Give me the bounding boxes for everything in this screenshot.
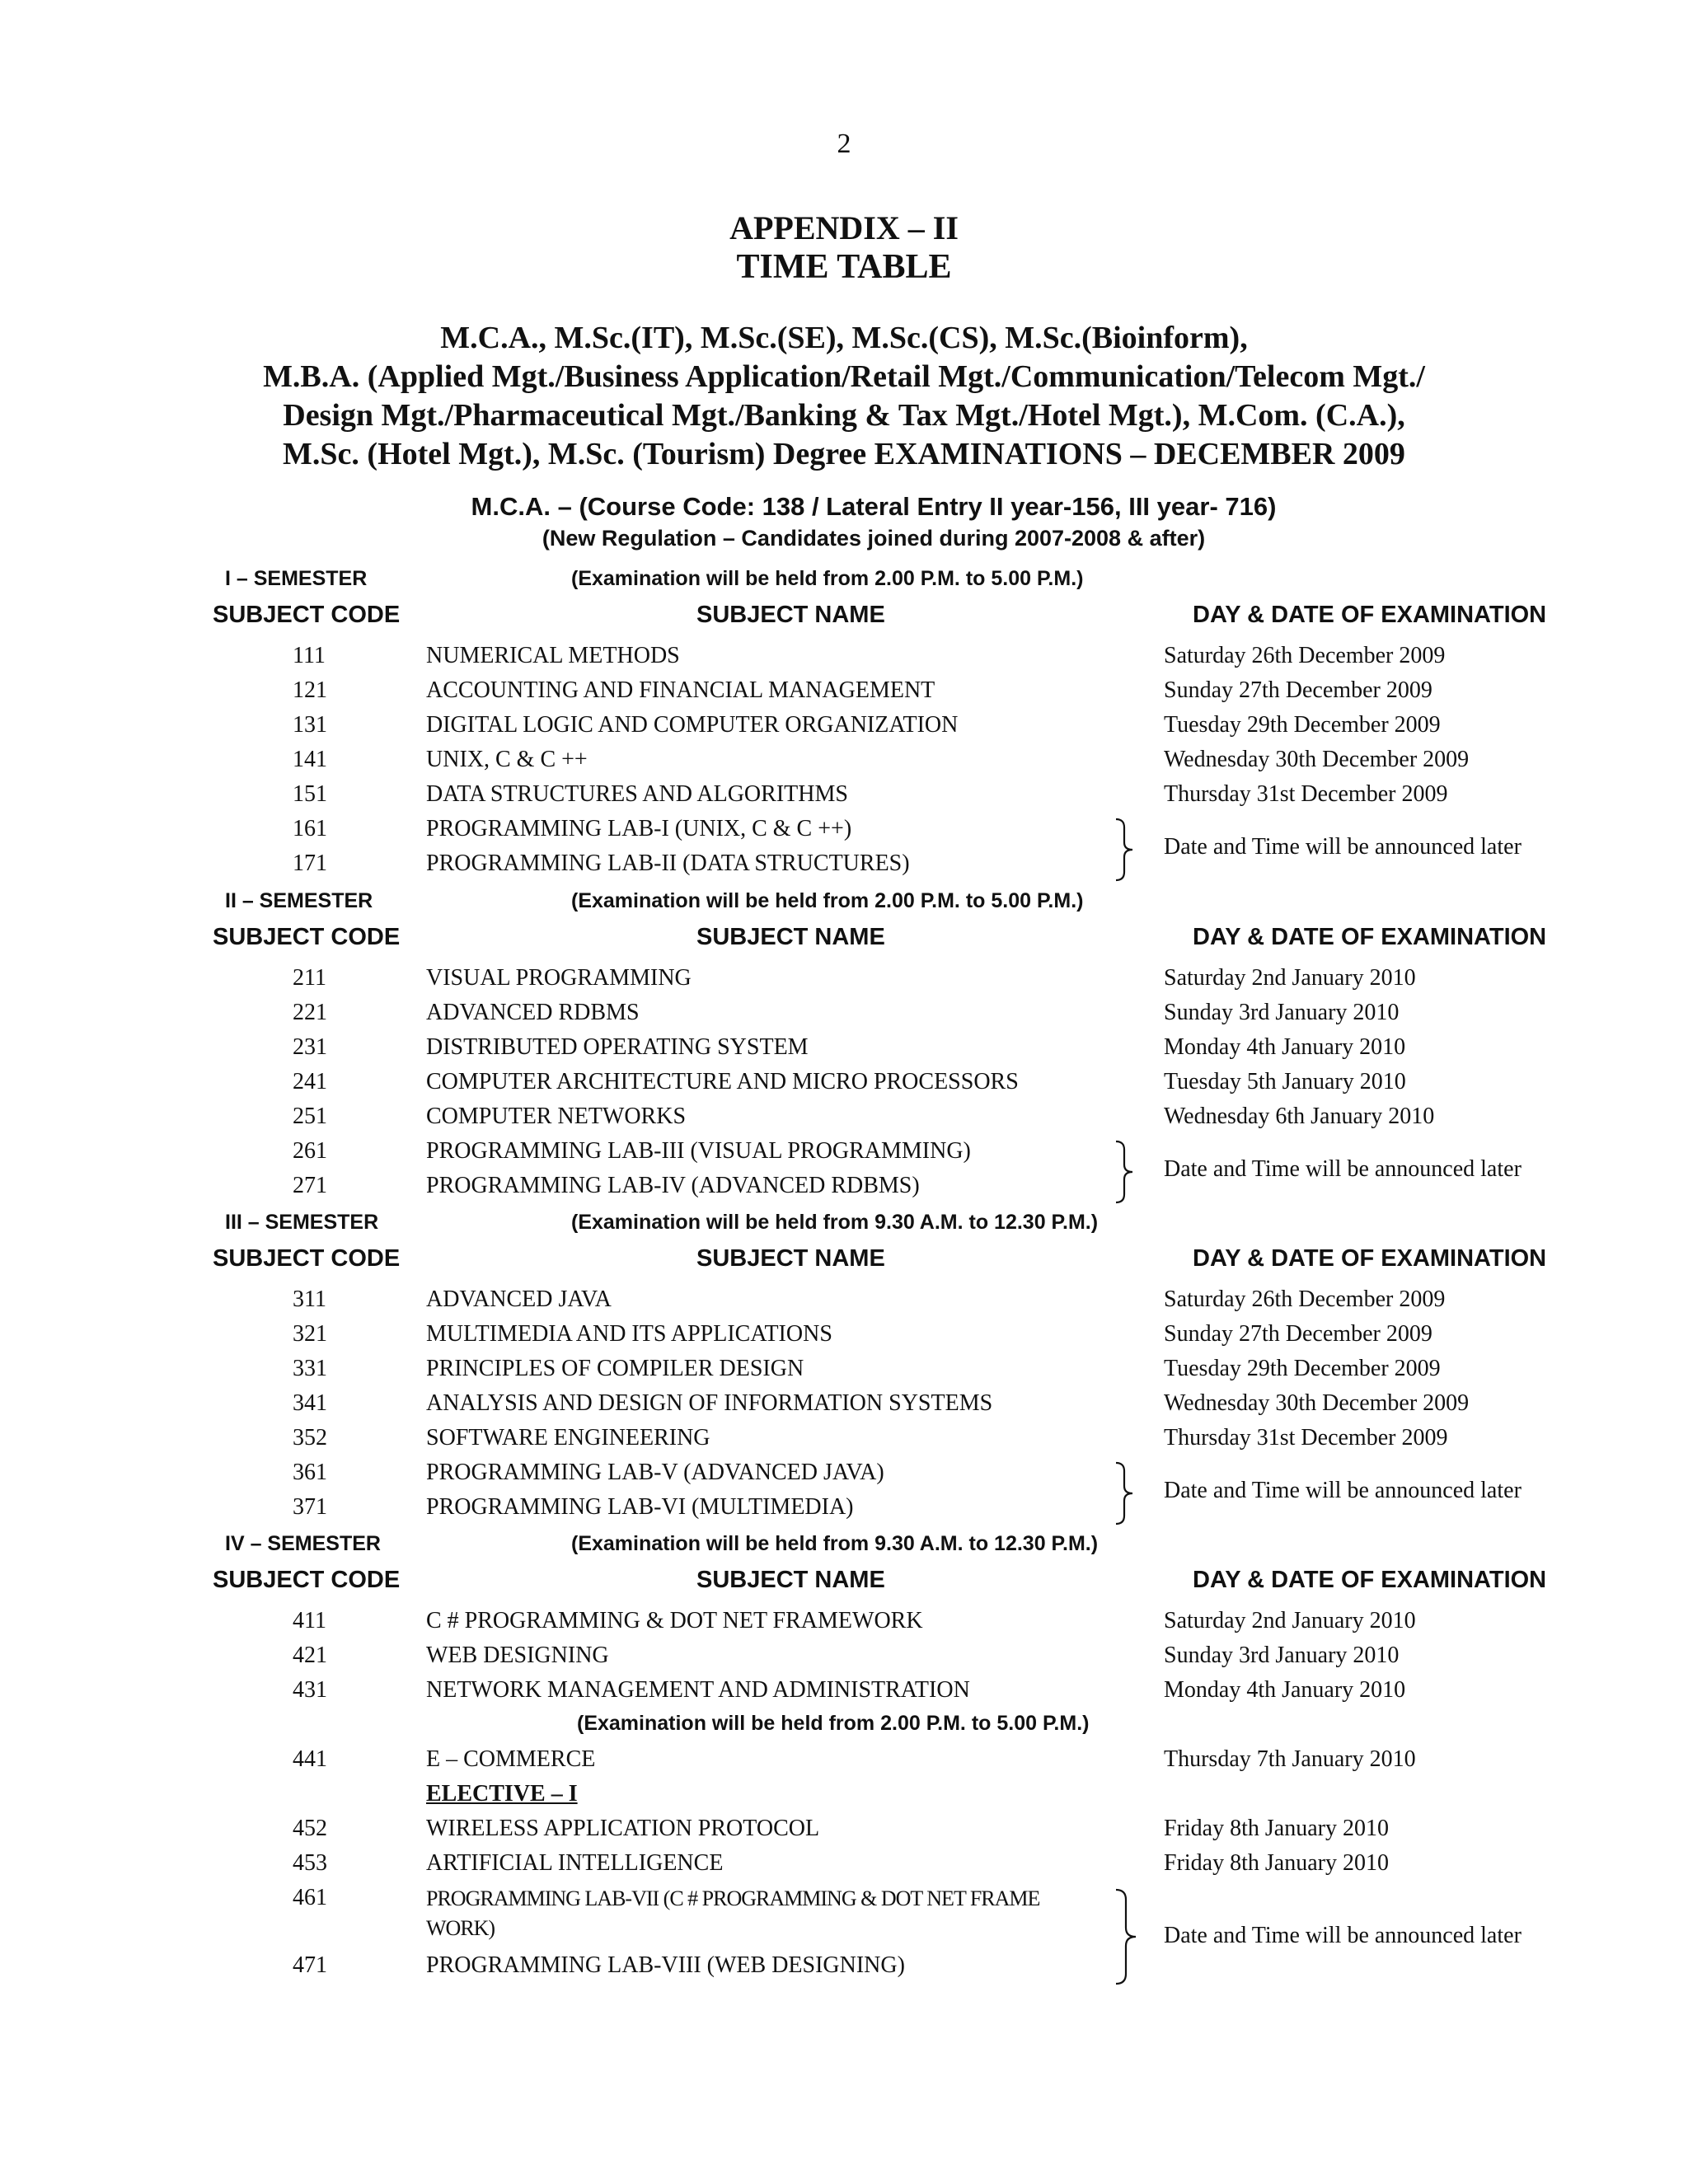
exam-date: Thursday 7th January 2010 <box>1164 1746 1416 1772</box>
header-subject-name: SUBJECT NAME <box>696 924 885 950</box>
table-row <box>0 1816 1688 1850</box>
table-row <box>0 1425 1688 1460</box>
header-exam-date: DAY & DATE OF EXAMINATION <box>1193 1567 1547 1593</box>
subject-code: 151 <box>293 781 327 807</box>
subject-name: DIGITAL LOGIC AND COMPUTER ORGANIZATION <box>426 712 959 738</box>
header-subject-name: SUBJECT NAME <box>696 602 885 628</box>
subject-name: COMPUTER ARCHITECTURE AND MICRO PROCESSORS <box>426 1069 1019 1094</box>
subject-code: 371 <box>293 1494 327 1520</box>
semester-time-note: (Examination will be held from 2.00 P.M. to 5.00 P.M.) <box>571 889 1084 912</box>
table-row <box>0 1104 1688 1138</box>
exam-date: Sunday 27th December 2009 <box>1164 677 1432 703</box>
header-exam-date: DAY & DATE OF EXAMINATION <box>1193 924 1547 950</box>
subject-name: SOFTWARE ENGINEERING <box>426 1425 710 1451</box>
subject-name: COMPUTER NETWORKS <box>426 1104 687 1129</box>
table-row <box>0 1034 1688 1069</box>
table-row <box>0 1069 1688 1104</box>
subject-code: 271 <box>293 1173 327 1198</box>
exam-date: Friday 8th January 2010 <box>1164 1816 1389 1841</box>
elective-heading: ELECTIVE – I <box>426 1781 578 1807</box>
table-row <box>0 965 1688 1000</box>
appendix-title: APPENDIX – II <box>729 209 959 246</box>
subject-code: 321 <box>293 1321 327 1347</box>
subject-code: 121 <box>293 677 327 703</box>
semester-label: IV – SEMESTER <box>225 1532 381 1555</box>
subject-code: 161 <box>293 816 327 841</box>
table-row <box>0 1356 1688 1390</box>
subject-code: 431 <box>293 1677 327 1703</box>
exam-date: Thursday 31st December 2009 <box>1164 781 1448 807</box>
exam-date: Saturday 2nd January 2010 <box>1164 1608 1416 1633</box>
header-subject-code: SUBJECT CODE <box>213 602 401 628</box>
subject-code: 241 <box>293 1069 327 1094</box>
subject-code: 221 <box>293 1000 327 1025</box>
subject-name: E – COMMERCE <box>426 1746 596 1772</box>
table-row <box>0 1000 1688 1034</box>
header-exam-date: DAY & DATE OF EXAMINATION <box>1193 602 1547 628</box>
subject-name: UNIX, C & C ++ <box>426 747 588 772</box>
table-row <box>0 1608 1688 1643</box>
exam-date: Friday 8th January 2010 <box>1164 1850 1389 1876</box>
table-row <box>0 1643 1688 1677</box>
subject-name: PROGRAMMING LAB-III (VISUAL PROGRAMMING) <box>426 1138 971 1164</box>
exam-date: Saturday 26th December 2009 <box>1164 1286 1446 1312</box>
subject-code: 131 <box>293 712 327 738</box>
subject-name: ACCOUNTING AND FINANCIAL MANAGEMENT <box>426 677 935 703</box>
exam-date: Monday 4th January 2010 <box>1164 1034 1406 1060</box>
exam-date: Tuesday 5th January 2010 <box>1164 1069 1406 1094</box>
table-row <box>0 712 1688 747</box>
exam-date: Sunday 27th December 2009 <box>1164 1321 1432 1347</box>
subject-name: PROGRAMMING LAB-VI (MULTIMEDIA) <box>426 1494 854 1520</box>
subject-name: ANALYSIS AND DESIGN OF INFORMATION SYSTEMS <box>426 1390 993 1416</box>
semester-label: I – SEMESTER <box>225 567 368 590</box>
subject-code: 311 <box>293 1286 326 1312</box>
semester-label: II – SEMESTER <box>225 889 373 912</box>
header-subject-name: SUBJECT NAME <box>696 1245 885 1272</box>
subject-name: NUMERICAL METHODS <box>426 643 680 668</box>
semester-time-note: (Examination will be held from 9.30 A.M. to 12.30 P.M.) <box>571 1211 1099 1234</box>
subject-name: PROGRAMMING LAB-II (DATA STRUCTURES) <box>426 851 910 876</box>
subject-code: 452 <box>293 1816 327 1841</box>
subject-code: 261 <box>293 1138 327 1164</box>
subject-code: 171 <box>293 851 327 876</box>
exam-date: Saturday 2nd January 2010 <box>1164 965 1416 991</box>
brace-icon <box>1113 1888 1146 1985</box>
table-row <box>0 1850 1688 1885</box>
subject-code: 111 <box>293 643 326 668</box>
subject-name: PROGRAMMING LAB-V (ADVANCED JAVA) <box>426 1460 884 1485</box>
exam-date: Wednesday 6th January 2010 <box>1164 1104 1435 1129</box>
table-row <box>0 1286 1688 1321</box>
exam-date: Tuesday 29th December 2009 <box>1164 1356 1441 1381</box>
brace-icon <box>1113 1461 1137 1526</box>
exam-date: Tuesday 29th December 2009 <box>1164 712 1441 738</box>
semester-time-note: (Examination will be held from 2.00 P.M. to 5.00 P.M.) <box>571 567 1084 590</box>
subject-name: ARTIFICIAL INTELLIGENCE <box>426 1850 724 1876</box>
announce-later-text: Date and Time will be announced later <box>1164 1923 1522 1948</box>
subject-code: 453 <box>293 1850 327 1876</box>
afternoon-time-note: (Examination will be held from 2.00 P.M. to 5.00 P.M.) <box>577 1712 1090 1735</box>
exam-date: Sunday 3rd January 2010 <box>1164 1643 1400 1668</box>
table-row <box>0 1952 1688 1987</box>
table-row <box>0 1321 1688 1356</box>
degree-line-3: Design Mgt./Pharmaceutical Mgt./Banking & Tax Mgt./Hotel Mgt.), M.Com. (C.A.), <box>283 398 1405 433</box>
exam-date: Wednesday 30th December 2009 <box>1164 1390 1470 1416</box>
subject-code: 421 <box>293 1643 327 1668</box>
subject-code: 352 <box>293 1425 327 1451</box>
table-row <box>0 677 1688 712</box>
brace-icon <box>1113 1140 1137 1204</box>
subject-code: 331 <box>293 1356 327 1381</box>
brace-icon <box>1113 818 1137 882</box>
subject-name: PROGRAMMING LAB-I (UNIX, C & C ++) <box>426 816 852 841</box>
semester-label: III – SEMESTER <box>225 1211 379 1234</box>
subject-name: ADVANCED RDBMS <box>426 1000 640 1025</box>
subject-name: DISTRIBUTED OPERATING SYSTEM <box>426 1034 809 1060</box>
timetable-title: TIME TABLE <box>736 248 952 286</box>
subject-name-continued: WORK) <box>426 1916 495 1940</box>
subject-name: NETWORK MANAGEMENT AND ADMINISTRATION <box>426 1677 970 1703</box>
subject-name: DATA STRUCTURES AND ALGORITHMS <box>426 781 848 807</box>
table-row <box>0 1677 1688 1712</box>
subject-name: VISUAL PROGRAMMING <box>426 965 692 991</box>
exam-date: Wednesday 30th December 2009 <box>1164 747 1470 772</box>
regulation-line: (New Regulation – Candidates joined during 2007-2008 & after) <box>542 526 1206 551</box>
semester-time-note: (Examination will be held from 9.30 A.M. to 12.30 P.M.) <box>571 1532 1099 1555</box>
subject-code: 341 <box>293 1390 327 1416</box>
subject-name: ADVANCED JAVA <box>426 1286 612 1312</box>
announce-later-text: Date and Time will be announced later <box>1164 1156 1522 1182</box>
subject-code: 251 <box>293 1104 327 1129</box>
degree-line-1: M.C.A., M.Sc.(IT), M.Sc.(SE), M.Sc.(CS), M.Sc.(Bioinform), <box>440 321 1248 355</box>
exam-date: Sunday 3rd January 2010 <box>1164 1000 1400 1025</box>
subject-code: 411 <box>293 1608 326 1633</box>
subject-name: PROGRAMMING LAB-VIII (WEB DESIGNING) <box>426 1952 905 1978</box>
subject-code: 441 <box>293 1746 327 1772</box>
exam-date: Monday 4th January 2010 <box>1164 1677 1406 1703</box>
subject-name: PROGRAMMING LAB-IV (ADVANCED RDBMS) <box>426 1173 920 1198</box>
table-row <box>0 1746 1688 1781</box>
degree-line-2: M.B.A. (Applied Mgt./Business Application/Retail Mgt./Communication/Telecom Mgt./ <box>263 359 1425 394</box>
subject-code: 141 <box>293 747 327 772</box>
header-subject-code: SUBJECT CODE <box>213 924 401 950</box>
announce-later-text: Date and Time will be announced later <box>1164 1478 1522 1503</box>
header-subject-code: SUBJECT CODE <box>213 1567 401 1593</box>
exam-date: Saturday 26th December 2009 <box>1164 643 1446 668</box>
subject-code: 361 <box>293 1460 327 1485</box>
subject-name: PRINCIPLES OF COMPILER DESIGN <box>426 1356 804 1381</box>
exam-date: Thursday 31st December 2009 <box>1164 1425 1448 1451</box>
course-code-line: M.C.A. – (Course Code: 138 / Lateral Entry II year-156, III year- 716) <box>471 492 1277 521</box>
table-row <box>0 781 1688 816</box>
subject-name: PROGRAMMING LAB-VII (C # PROGRAMMING & DOT NET FRAME <box>426 1886 1040 1910</box>
subject-name: WEB DESIGNING <box>426 1643 609 1668</box>
header-exam-date: DAY & DATE OF EXAMINATION <box>1193 1245 1547 1272</box>
subject-name: MULTIMEDIA AND ITS APPLICATIONS <box>426 1321 832 1347</box>
table-row <box>0 643 1688 677</box>
subject-code: 461 <box>293 1885 327 1910</box>
subject-name: WIRELESS APPLICATION PROTOCOL <box>426 1816 820 1841</box>
header-subject-code: SUBJECT CODE <box>213 1245 401 1272</box>
page-number: 2 <box>837 129 851 159</box>
subject-code: 231 <box>293 1034 327 1060</box>
subject-code: 211 <box>293 965 326 991</box>
degree-line-4: M.Sc. (Hotel Mgt.), M.Sc. (Tourism) Degree EXAMINATIONS – DECEMBER 2009 <box>283 437 1405 471</box>
announce-later-text: Date and Time will be announced later <box>1164 834 1522 860</box>
header-subject-name: SUBJECT NAME <box>696 1567 885 1593</box>
table-row <box>0 1390 1688 1425</box>
subject-code: 471 <box>293 1952 327 1978</box>
table-row <box>0 747 1688 781</box>
subject-name: C # PROGRAMMING & DOT NET FRAMEWORK <box>426 1608 923 1633</box>
